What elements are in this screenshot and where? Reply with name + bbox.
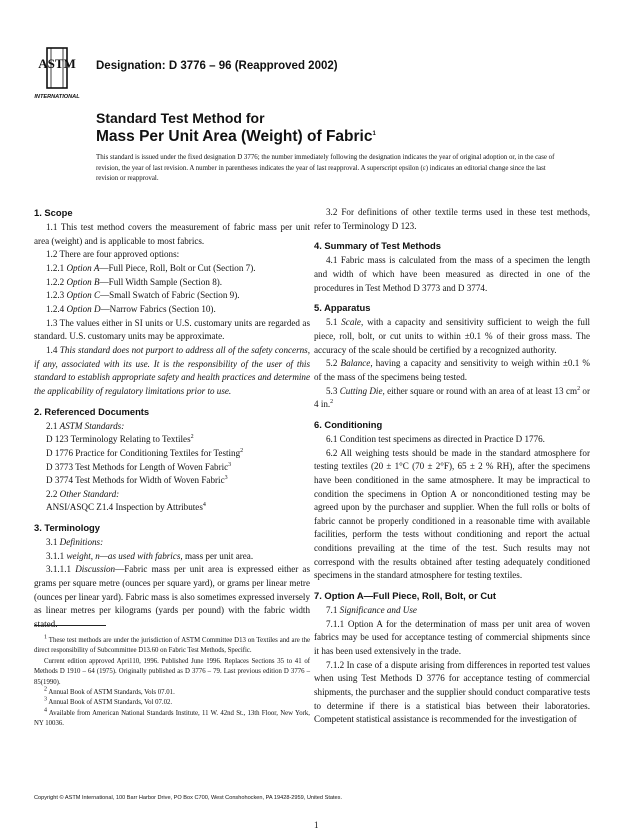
footnote-1-continued: Current edition approved Apri110, 1996. Published June 1996. Replaces Sections 35 to 41 of Methods D 1910 – 64 (1975). Originally published as D 3776 – 79. Last previous edition D 3776 – 85(1990). bbox=[34, 657, 310, 686]
reference-item bbox=[34, 501, 310, 515]
paragraph-1-2: 1.2 There are four approved options: bbox=[46, 249, 180, 260]
option-d-item bbox=[34, 303, 310, 317]
paragraph-1-4 bbox=[34, 344, 310, 399]
defined-term: weight, n—as used with fabrics, bbox=[66, 550, 183, 561]
paragraph-4-1: 4.1 Fabric mass is calculated from the mass of a specimen the length and width of which have been measured as directed in one of the procedures in Test Method D 3773 and D 3774. bbox=[314, 255, 590, 293]
title-text: Mass Per Unit Area (Weight) of Fabric bbox=[96, 128, 373, 145]
item-number: 5.1 bbox=[326, 317, 338, 328]
footnote-mark: 4 bbox=[202, 502, 206, 509]
item-number: 1.4 bbox=[46, 344, 58, 355]
section-heading-terminology: 3. Terminology bbox=[34, 522, 100, 534]
page-number: 1 bbox=[314, 820, 319, 830]
astm-logo-icon bbox=[33, 46, 81, 104]
logo-subtext: INTERNATIONAL bbox=[34, 94, 80, 100]
footnote-1 bbox=[34, 636, 310, 657]
item-number: 2.2 bbox=[46, 488, 58, 499]
paragraph-2-2 bbox=[34, 488, 310, 502]
reference-text: D 3774 Test Methods for Width of Woven Fabric bbox=[46, 475, 225, 486]
subheading: Other Standard: bbox=[59, 488, 120, 499]
paragraph-2-1 bbox=[34, 420, 310, 434]
reference-text: ANSI/ASQC Z1.4 Inspection by Attributes bbox=[46, 502, 203, 513]
subheading: ASTM Standards: bbox=[59, 420, 125, 431]
section-heading-option-a: 7. Option A—Full Piece, Roll, Bolt, or Cut bbox=[314, 590, 496, 602]
reference-text: D 1776 Practice for Conditioning Textiles for Testing bbox=[46, 447, 241, 458]
paragraph-7-1 bbox=[314, 604, 590, 618]
item-text: —Full Width Sample (Section 8). bbox=[99, 276, 223, 287]
section-heading-referenced-documents: 2. Referenced Documents bbox=[34, 405, 150, 417]
footnote-2 bbox=[34, 688, 310, 698]
paragraph-3-1 bbox=[34, 536, 310, 550]
paragraph-6-2: 6.2 All weighing tests should be made in the standard atmosphere for testing textiles (20 ± 1°C (70 ± 2°F), 65 ± 2 % RH), after the specimens have been conditioned in the same atmosphere. It may be impractical to condition the specimens in Option A or nonconditioned testing may be agreed upon by the purchaser and supplier. When the full rolls or bolts of fabric cannot be properly conditioned in a reasonable time with available facilities, perform the tests without conditioning and report the actual conditions prevailing at the time of the test. Such results may not correspond with the results obtained after testing adequately conditioned specimens in the standard atmosphere for testing textiles. bbox=[314, 447, 590, 581]
item-name: Option C bbox=[66, 290, 101, 301]
item-number: 3.1.1 bbox=[46, 550, 65, 561]
discussion-label: Discussion bbox=[75, 564, 116, 575]
copyright-notice: Copyright © ASTM International, 100 Barr Harbor Drive, PO Box C700, West Conshohocken, PA 19428-2959, United States. bbox=[34, 795, 342, 801]
item-number: 1.2.1 bbox=[46, 262, 65, 273]
section-heading-conditioning: 6. Conditioning bbox=[314, 418, 383, 430]
discussion-text: —Fabric mass per unit area is expressed either as grams per square metre (ounces per square yard), or grams per linear metre (ounces per linear yard). Fabric mass is also sometimes expressed inversely as linear metres per kilograms (yards per pound) with the fabric width stated. bbox=[34, 564, 310, 630]
paragraph-6-1: 6.1 Condition test specimens as directed in Practice D 1776. bbox=[326, 433, 545, 444]
title-line-2 bbox=[96, 127, 376, 146]
item-number: 3.1 bbox=[46, 537, 58, 548]
item-number: 5.3 bbox=[326, 385, 338, 396]
paragraph-1-3: 1.3 The values either in SI units or U.S. customary units are regarded as standard. U.S. customary units may be approximate. bbox=[34, 317, 310, 342]
logo-text: ASTM bbox=[38, 56, 76, 71]
item-text: —Full Piece, Roll, Bolt or Cut (Section 7). bbox=[99, 262, 256, 273]
superscript: 2 bbox=[330, 399, 334, 406]
item-text: —Small Swatch of Fabric (Section 9). bbox=[100, 290, 240, 301]
footnote-mark: 4 bbox=[44, 707, 47, 714]
item-text: or 4 in. bbox=[314, 385, 590, 410]
reference-item bbox=[34, 433, 310, 447]
footnote-text: Annual Book of ASTM Standards, Vols 07.01. bbox=[47, 689, 175, 697]
paragraph-7-1-1: 7.1.1 Option A for the determination of mass per unit area of woven fabrics may be used for acceptance testing of commercial shipments since it has been used extensively in the trade. bbox=[314, 618, 590, 657]
title-footnote-mark: 1 bbox=[372, 130, 376, 137]
footnote-mark: 3 bbox=[224, 475, 228, 482]
reference-item bbox=[34, 447, 310, 461]
reference-item bbox=[34, 461, 310, 475]
item-number: 7.1 bbox=[326, 605, 338, 616]
footnote-divider bbox=[34, 625, 106, 626]
footnote-mark: 2 bbox=[240, 447, 244, 454]
designation: Designation: D 3776 – 96 (Reapproved 2002) bbox=[96, 60, 338, 72]
paragraph-5-2 bbox=[314, 357, 590, 384]
footnote-text: Annual Book of ASTM Standards, Vol 07.02. bbox=[47, 699, 173, 707]
option-c-item bbox=[34, 289, 310, 303]
footnote-mark: 2 bbox=[190, 434, 194, 441]
footnote-mark: 3 bbox=[228, 461, 232, 468]
footnote-mark: 2 bbox=[44, 686, 47, 693]
paragraph-1-1: 1.1 This test method covers the measurement of fabric mass per unit area (weight) and is applicable to most fabrics. bbox=[34, 222, 310, 246]
definition-weight bbox=[34, 550, 310, 564]
item-name: Scale bbox=[341, 317, 361, 328]
option-b-item bbox=[34, 276, 310, 290]
definition-text: mass per unit area. bbox=[182, 550, 254, 561]
right-column bbox=[314, 206, 590, 727]
footnote-mark: 3 bbox=[44, 697, 47, 704]
item-number: 3.1.1.1 bbox=[46, 564, 72, 575]
paragraph-5-1 bbox=[314, 316, 590, 357]
item-name: Option D bbox=[66, 303, 101, 314]
reference-text: D 123 Terminology Relating to Textiles bbox=[46, 434, 191, 445]
footnote-text: Available from American National Standards Institute, 11 W. 42nd St., 13th Floor, New York, NY 10036. bbox=[34, 709, 310, 728]
item-text: , having a capacity and sensitivity to weigh within ±0.1 % of the mass of the specimens being tested. bbox=[314, 358, 590, 382]
superscript: 2 bbox=[577, 385, 581, 392]
subheading: Definitions: bbox=[59, 537, 104, 548]
option-a-item bbox=[34, 262, 310, 276]
footnote-text: These test methods are under the jurisdiction of ASTM Committee D13 on Textiles and are the direct responsibility of Subcommittee D13.60 on Fabric Test Methods, Specific. bbox=[34, 637, 310, 655]
reference-text: D 3773 Test Methods for Length of Woven Fabric bbox=[46, 461, 229, 472]
issuance-notice: This standard is issued under the fixed designation D 3776; the number immediately following the designation indicates the year of original adoption or, in the case of revision, the year of last revision. A number in parentheses indicates the year of last reapproval. A superscript epsilon (ε) indicates an editorial change since the last revision or reapproval. bbox=[96, 154, 555, 182]
section-heading-apparatus: 5. Apparatus bbox=[314, 302, 371, 314]
safety-statement: This standard does not purport to address all of the safety concerns, if any, associated with its use. It is the responsibility of the user of this standard to establish appropriate safety and health practices and determine the applicability of regulatory limitations prior to use. bbox=[34, 344, 310, 396]
item-number: 1.2.2 bbox=[46, 276, 65, 287]
title-line-1: Standard Test Method for bbox=[96, 110, 265, 126]
reference-item bbox=[34, 474, 310, 488]
item-number: 2.1 bbox=[46, 420, 58, 431]
page-title bbox=[96, 110, 376, 146]
footnote-3 bbox=[34, 698, 310, 708]
paragraph-5-3 bbox=[314, 385, 590, 412]
footnote-mark: 1 bbox=[44, 634, 47, 641]
item-number: 5.2 bbox=[326, 358, 338, 369]
item-text: —Narrow Fabrics (Section 10). bbox=[100, 303, 216, 314]
item-text: , either square or round with an area of at least 13 cm bbox=[382, 385, 578, 396]
item-number: 1.2.4 bbox=[46, 303, 65, 314]
section-heading-summary: 4. Summary of Test Methods bbox=[314, 240, 441, 252]
item-name: Option B bbox=[66, 276, 100, 287]
paragraph-7-1-2: 7.1.2 In case of a dispute arising from differences in reported test values when using Test Methods D 3776 for acceptance testing of commercial shipments, the purchaser and the supplier should conduct comparative tests to determine if there is a statistical bias between their laboratories. Competent statistical assistance is recommended for the investigation of bbox=[314, 659, 590, 725]
discussion bbox=[34, 563, 310, 631]
section-heading-scope: 1. Scope bbox=[34, 207, 73, 218]
item-name: Option A bbox=[66, 262, 100, 273]
item-name: Balance bbox=[340, 358, 371, 369]
paragraph-3-2: 3.2 For definitions of other textile terms used in these test methods, refer to Terminology D 123. bbox=[314, 207, 590, 231]
subheading: Significance and Use bbox=[339, 605, 417, 616]
footnotes bbox=[34, 636, 310, 730]
footnote-4 bbox=[34, 709, 310, 730]
item-name: Cutting Die bbox=[339, 385, 383, 396]
item-number: 1.2.3 bbox=[46, 290, 65, 301]
left-column bbox=[34, 206, 310, 632]
item-text: , with a capacity and sensitivity sufficient to weigh the full piece, roll, bolt, or cut units to within ±0.1 % of their gross mass. The accuracy of the scale should be certified by a recognized authority. bbox=[314, 317, 590, 355]
